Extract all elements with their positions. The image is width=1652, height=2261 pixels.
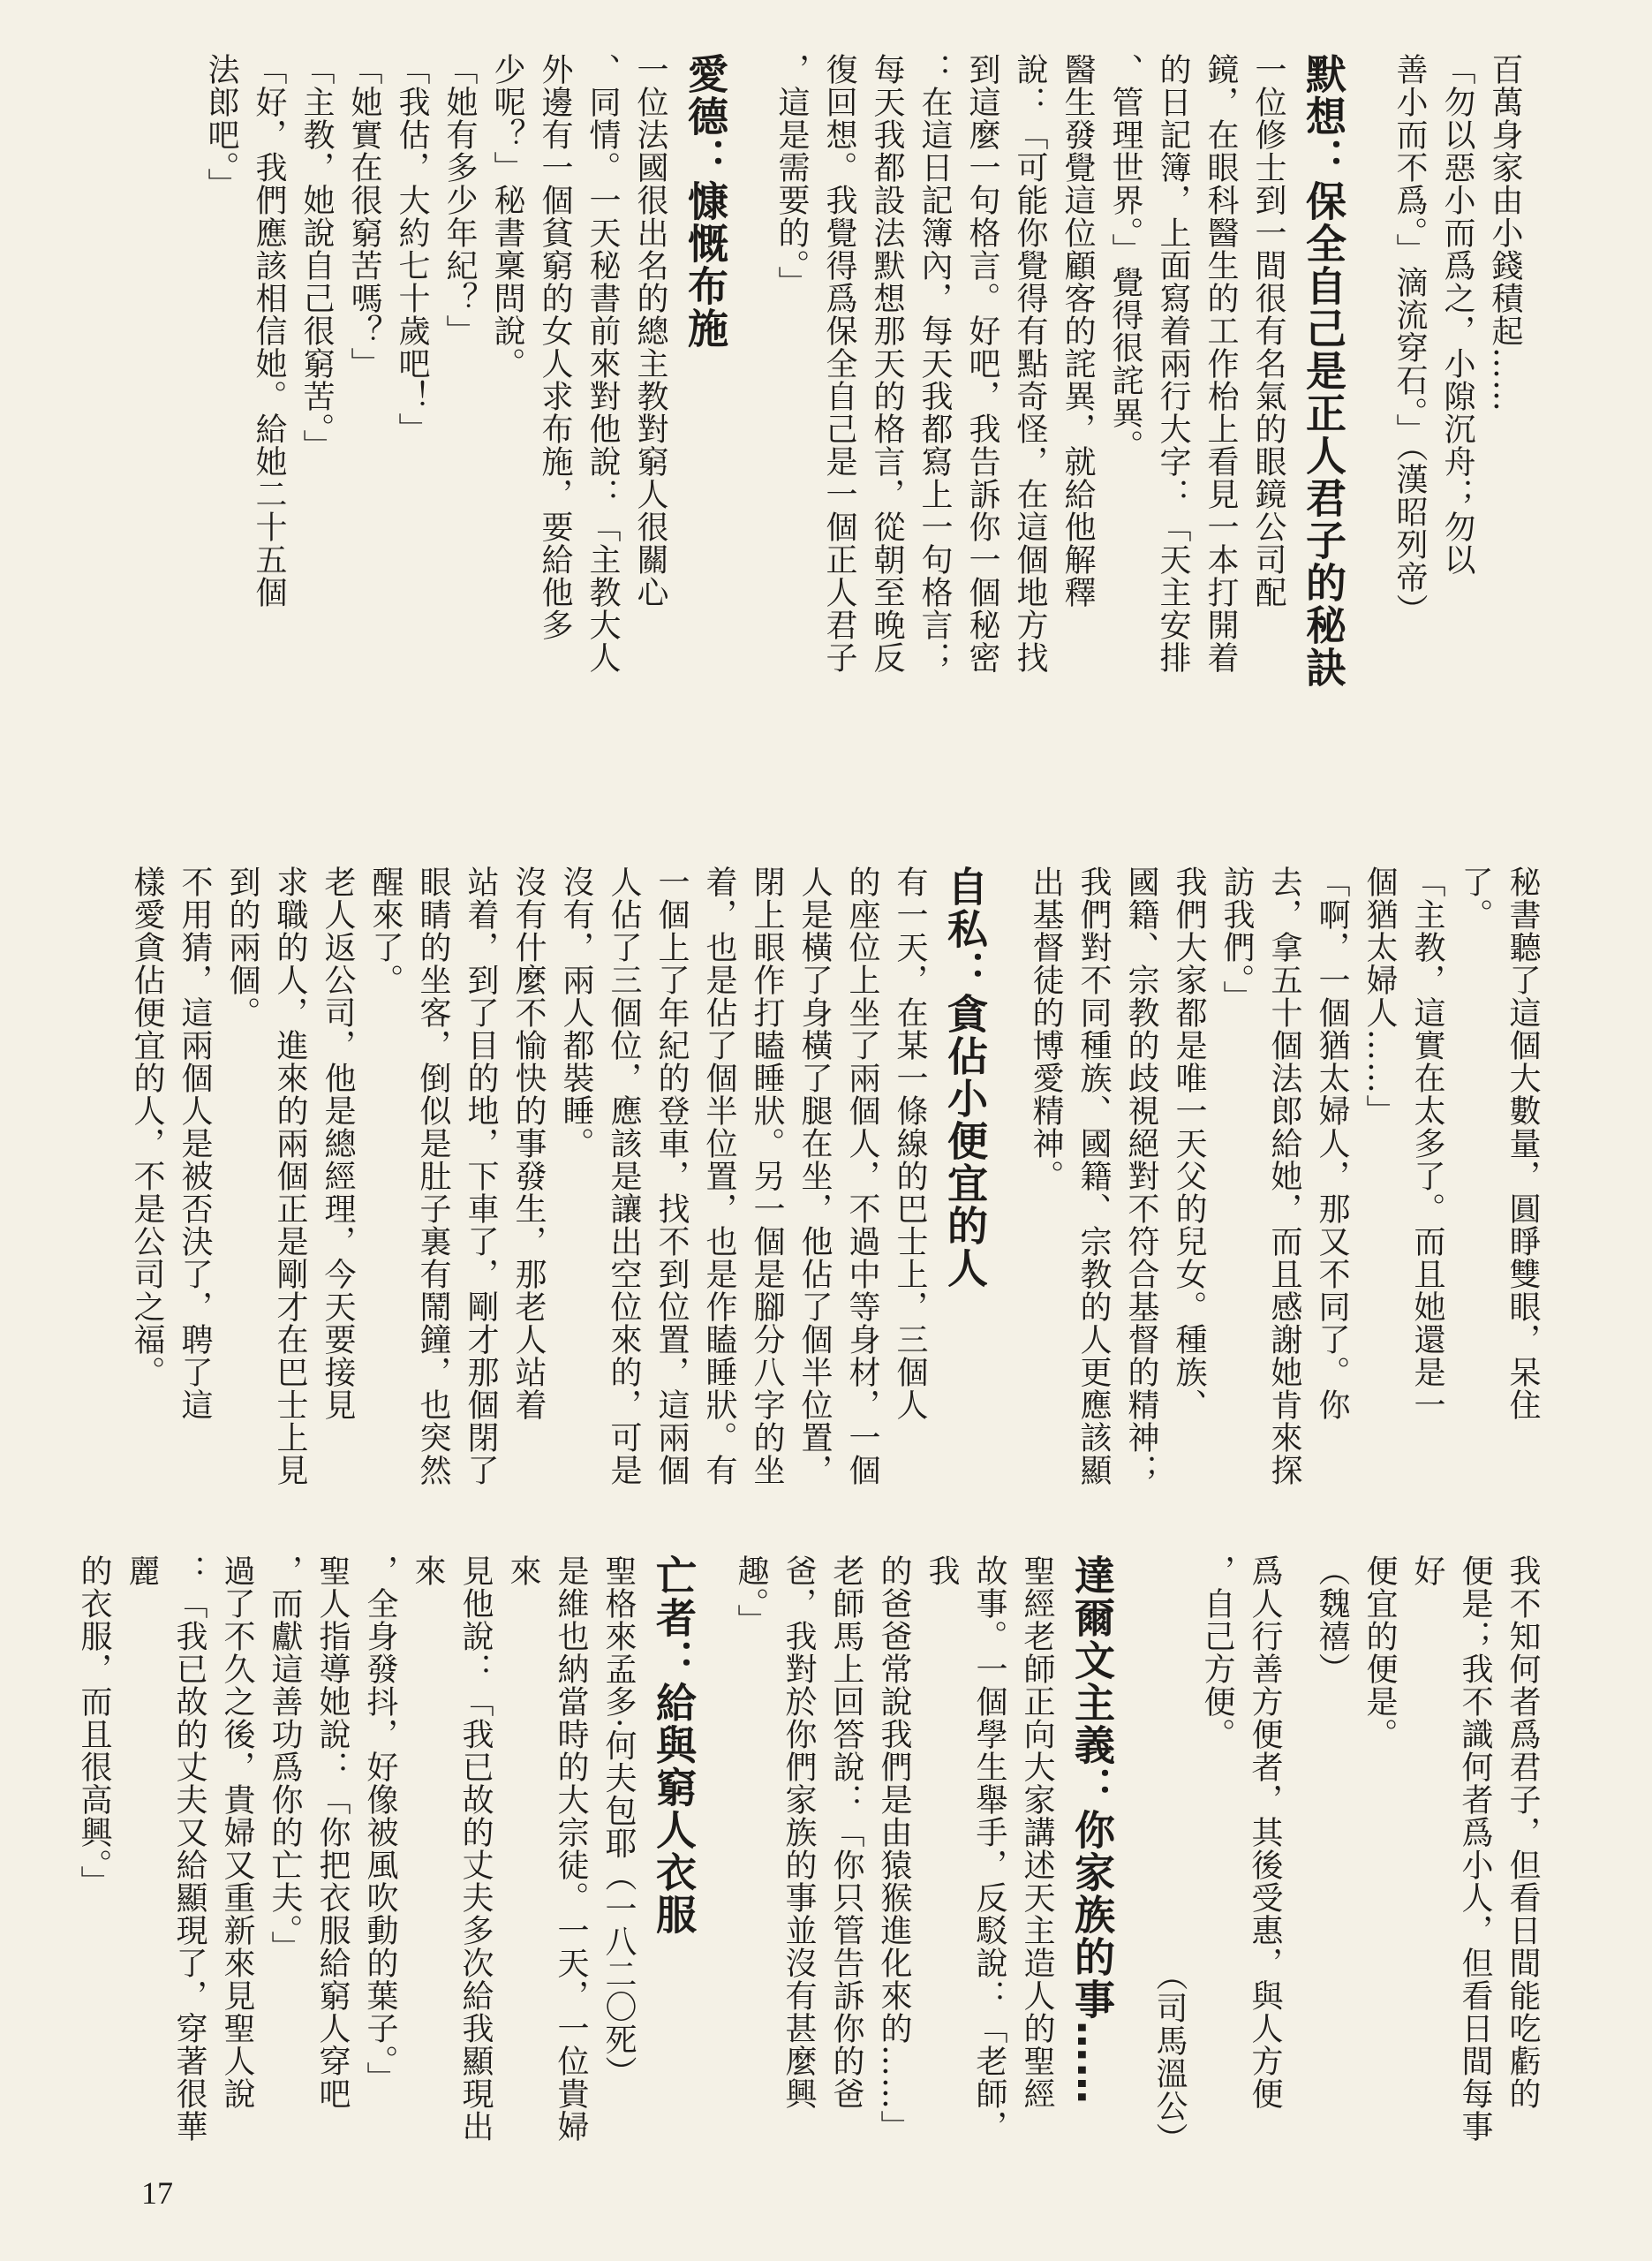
text-column: 便是；我不識何者爲小人，但看日間每事好 [1409, 1554, 1493, 2143]
text-column: 國籍、宗教的歧視絕對不符合基督的精神； [1123, 866, 1159, 1486]
text-column: 、管理世界。」覺得很詫異。 [1107, 53, 1143, 462]
quote-attribution: （司馬溫公） [1151, 1959, 1188, 2155]
text-column: 人佔了三個位，應該是讓出空位來的，可是 [606, 866, 642, 1486]
text-column: 便宜的便是。 [1362, 1554, 1398, 1751]
text-column: 醫生發覺這位顧客的詫異，就給他解釋 [1060, 53, 1096, 609]
section-body-darwinism [727, 1554, 1060, 2155]
text-column: 站着，到了目的地，下車了，剛才那個閉了 [463, 866, 499, 1486]
section-title-the-dead: 亡者：給與窮人衣服 [650, 1554, 698, 1936]
text-column: 善小而不爲。」滴流穿石。」（漢昭列帝） [1392, 53, 1428, 626]
text-column: 的日記簿，上面寫着兩行大字：「天主安排 [1155, 53, 1191, 674]
text-column: 沒有，兩人都裝睡。 [558, 866, 594, 1160]
text-column: 眼睛的坐客，倒似是肚子裏有鬧鐘，也突然 [415, 866, 451, 1486]
text-column: 「主教，這實在太多了。而且她還是一 [1409, 866, 1445, 1421]
middle-band [98, 866, 1546, 1510]
text-column: 「好，我們應該相信她。給她二十五個 [251, 53, 287, 609]
section-title-darwinism: 達爾文主義：你家族的事…… [1068, 1554, 1116, 2106]
text-column: 故事。一個學生舉手，反駁說：「老師，我 [924, 1554, 1007, 2143]
section-body-the-dead [70, 1554, 642, 2155]
text-column: ：「我已故的丈夫又給顯現了，穿著很華麗 [124, 1554, 207, 2143]
text-column: 的座位上坐了兩個人，不過中等身材，一個 [844, 866, 880, 1486]
text-column: ，這是需要的。」 [773, 53, 810, 299]
selfishness-continuation [1145, 1554, 1546, 2155]
section-title-meditation: 默想：保全自己是正人君子的秘訣 [1300, 53, 1347, 689]
text-column: 爲人行善方便者，其後受惠，與人方便 [1247, 1554, 1283, 2110]
text-column: 「她實在很窮苦嗎？」 [346, 53, 382, 380]
text-column: 「我估，大約七十歲吧！」 [394, 53, 430, 445]
text-column: 秘書聽了這個大數量，圓睜雙眼，呆住 [1505, 866, 1541, 1421]
text-column: 一位修士到一間很有名氣的眼鏡公司配 [1250, 53, 1286, 609]
text-column: 見他說：「我已故的丈夫多次給我顯現出來 [410, 1554, 494, 2143]
text-column: 的衣服，而且很高興。」 [76, 1554, 112, 1898]
text-column: 聖格來孟多·何夫包耶（一八二〇死） [600, 1554, 637, 2089]
text-column: ，全身發抖，好像被風吹動的葉子。」 [362, 1554, 398, 2094]
text-column: 沒有什麼不愉快的事發生，那老人站着 [510, 866, 547, 1421]
text-column: 說：「可能你覺得有點奇怪，在這個地方找 [1012, 53, 1048, 674]
page-number: 17 [141, 2175, 173, 2211]
text-column: 每天我都設法默想那天的格言，從朝至晚反 [869, 53, 905, 674]
text-column: 復回想。我覺得爲保全自己是一個正人君子 [821, 53, 857, 674]
section-body-charity [197, 53, 674, 848]
text-column: 去，拿五十個法郎給她，而且感謝她肯來探 [1266, 866, 1302, 1486]
text-column: 鏡，在眼科醫生的工作枱上看見一本打開着 [1203, 53, 1239, 674]
text-column: 老人返公司，他是總經理，今天要接見 [320, 866, 356, 1421]
text-column: 過了不久之後，貴婦又重新來見聖人說 [219, 1554, 255, 2110]
section-body-selfishness [123, 866, 933, 1510]
text-column: 法郎吧。」 [203, 53, 239, 200]
text-column: 「勿以惡小而爲之，小隙沉舟；勿以 [1439, 53, 1475, 576]
text-column: 到這麼一句格言。好吧，我告訴你一個秘密 [964, 53, 1000, 674]
text-column: 人是橫了身橫了腿在坐，他佔了個半位置， [796, 866, 833, 1486]
text-column: 外邊有一個貧窮的女人求布施，要給他多 [537, 53, 573, 641]
text-column: ，自己方便。 [1199, 1554, 1235, 1751]
text-column: 個猶太婦人……」 [1362, 866, 1398, 1127]
text-column: 我們大家都是唯一天父的兒女。種族、 [1171, 866, 1207, 1421]
text-column: 聖經老師正向大家講述天主造人的聖經 [1019, 1554, 1055, 2110]
text-column: 「她有多少年紀？」 [441, 53, 478, 347]
text-column: 醒來了。 [367, 866, 404, 996]
text-column: 少呢？」秘書稟問說。 [489, 53, 525, 380]
text-column: 百萬身家由小錢積起…… [1487, 53, 1523, 412]
text-column: 不用猜，這兩個人是被否決了，聘了這 [177, 866, 213, 1421]
section-title-charity: 愛德：慷慨布施 [682, 53, 729, 350]
section-title-selfishness: 自私：貪佔小便宜的人 [941, 866, 989, 1289]
intro-quote [1385, 53, 1528, 848]
text-column: ，而獻這善功爲你的亡夫。」 [267, 1554, 303, 1963]
top-band [98, 53, 1528, 848]
text-column: 「啊，一個猶太婦人，那又不同了。你 [1314, 866, 1350, 1421]
text-column: 閉上眼作打瞌睡狀。另一個是腳分八字的坐 [749, 866, 785, 1486]
section-body-meditation [767, 53, 1292, 848]
charity-continuation [1022, 866, 1546, 1510]
text-column: 到的兩個。 [224, 866, 260, 1029]
text-column: 爸，我對於你們家族的事並沒有甚麼興趣。」 [733, 1554, 817, 2110]
text-column: 老師馬上回答說：「你只管告訴你的爸 [828, 1554, 864, 2110]
text-column: 求職的人，進來的兩個正是剛才在巴士上見 [272, 866, 308, 1486]
text-column: 、同情。一天秘書前來對他說：「主教大人 [585, 53, 621, 674]
text-column: 「主教，她說自己很窮苦。」 [298, 53, 335, 462]
text-column: 訪我們。」 [1218, 866, 1255, 1013]
text-column: 我們對不同種族、國籍、宗教的人更應該顯 [1075, 866, 1112, 1486]
text-column: 一個上了年紀的登車，找不到位置，這兩個 [653, 866, 690, 1486]
text-column: ：在這日記簿內，每天我都寫上一句格言； [917, 53, 953, 674]
text-column: 樣愛貪佔便宜的人，不是公司之福。 [129, 866, 165, 1388]
text-column: 我不知何者爲君子，但看日間能吃虧的 [1505, 1554, 1541, 2110]
text-column: 着，也是佔了個半位置，也是作瞌睡狀。有 [701, 866, 737, 1486]
text-column: 是維也納當時的大宗徒。一天，一位貴婦來 [505, 1554, 589, 2143]
text-column: 出基督徒的博愛精神。 [1028, 866, 1064, 1192]
text-column: 一位法國很出名的總主教對窮人很關心 [632, 53, 668, 609]
text-column: 的爸爸常說我們是由猿猴進化來的……」 [876, 1554, 912, 2143]
text-column: 了。 [1457, 866, 1493, 931]
bottom-band [76, 1554, 1546, 2155]
text-column: （魏禧） [1314, 1554, 1350, 1685]
text-column: 有一天，在某一條線的巴士上，三個人 [892, 866, 928, 1421]
text-column: 聖人指導她說：「你把衣服給窮人穿吧 [314, 1554, 351, 2110]
